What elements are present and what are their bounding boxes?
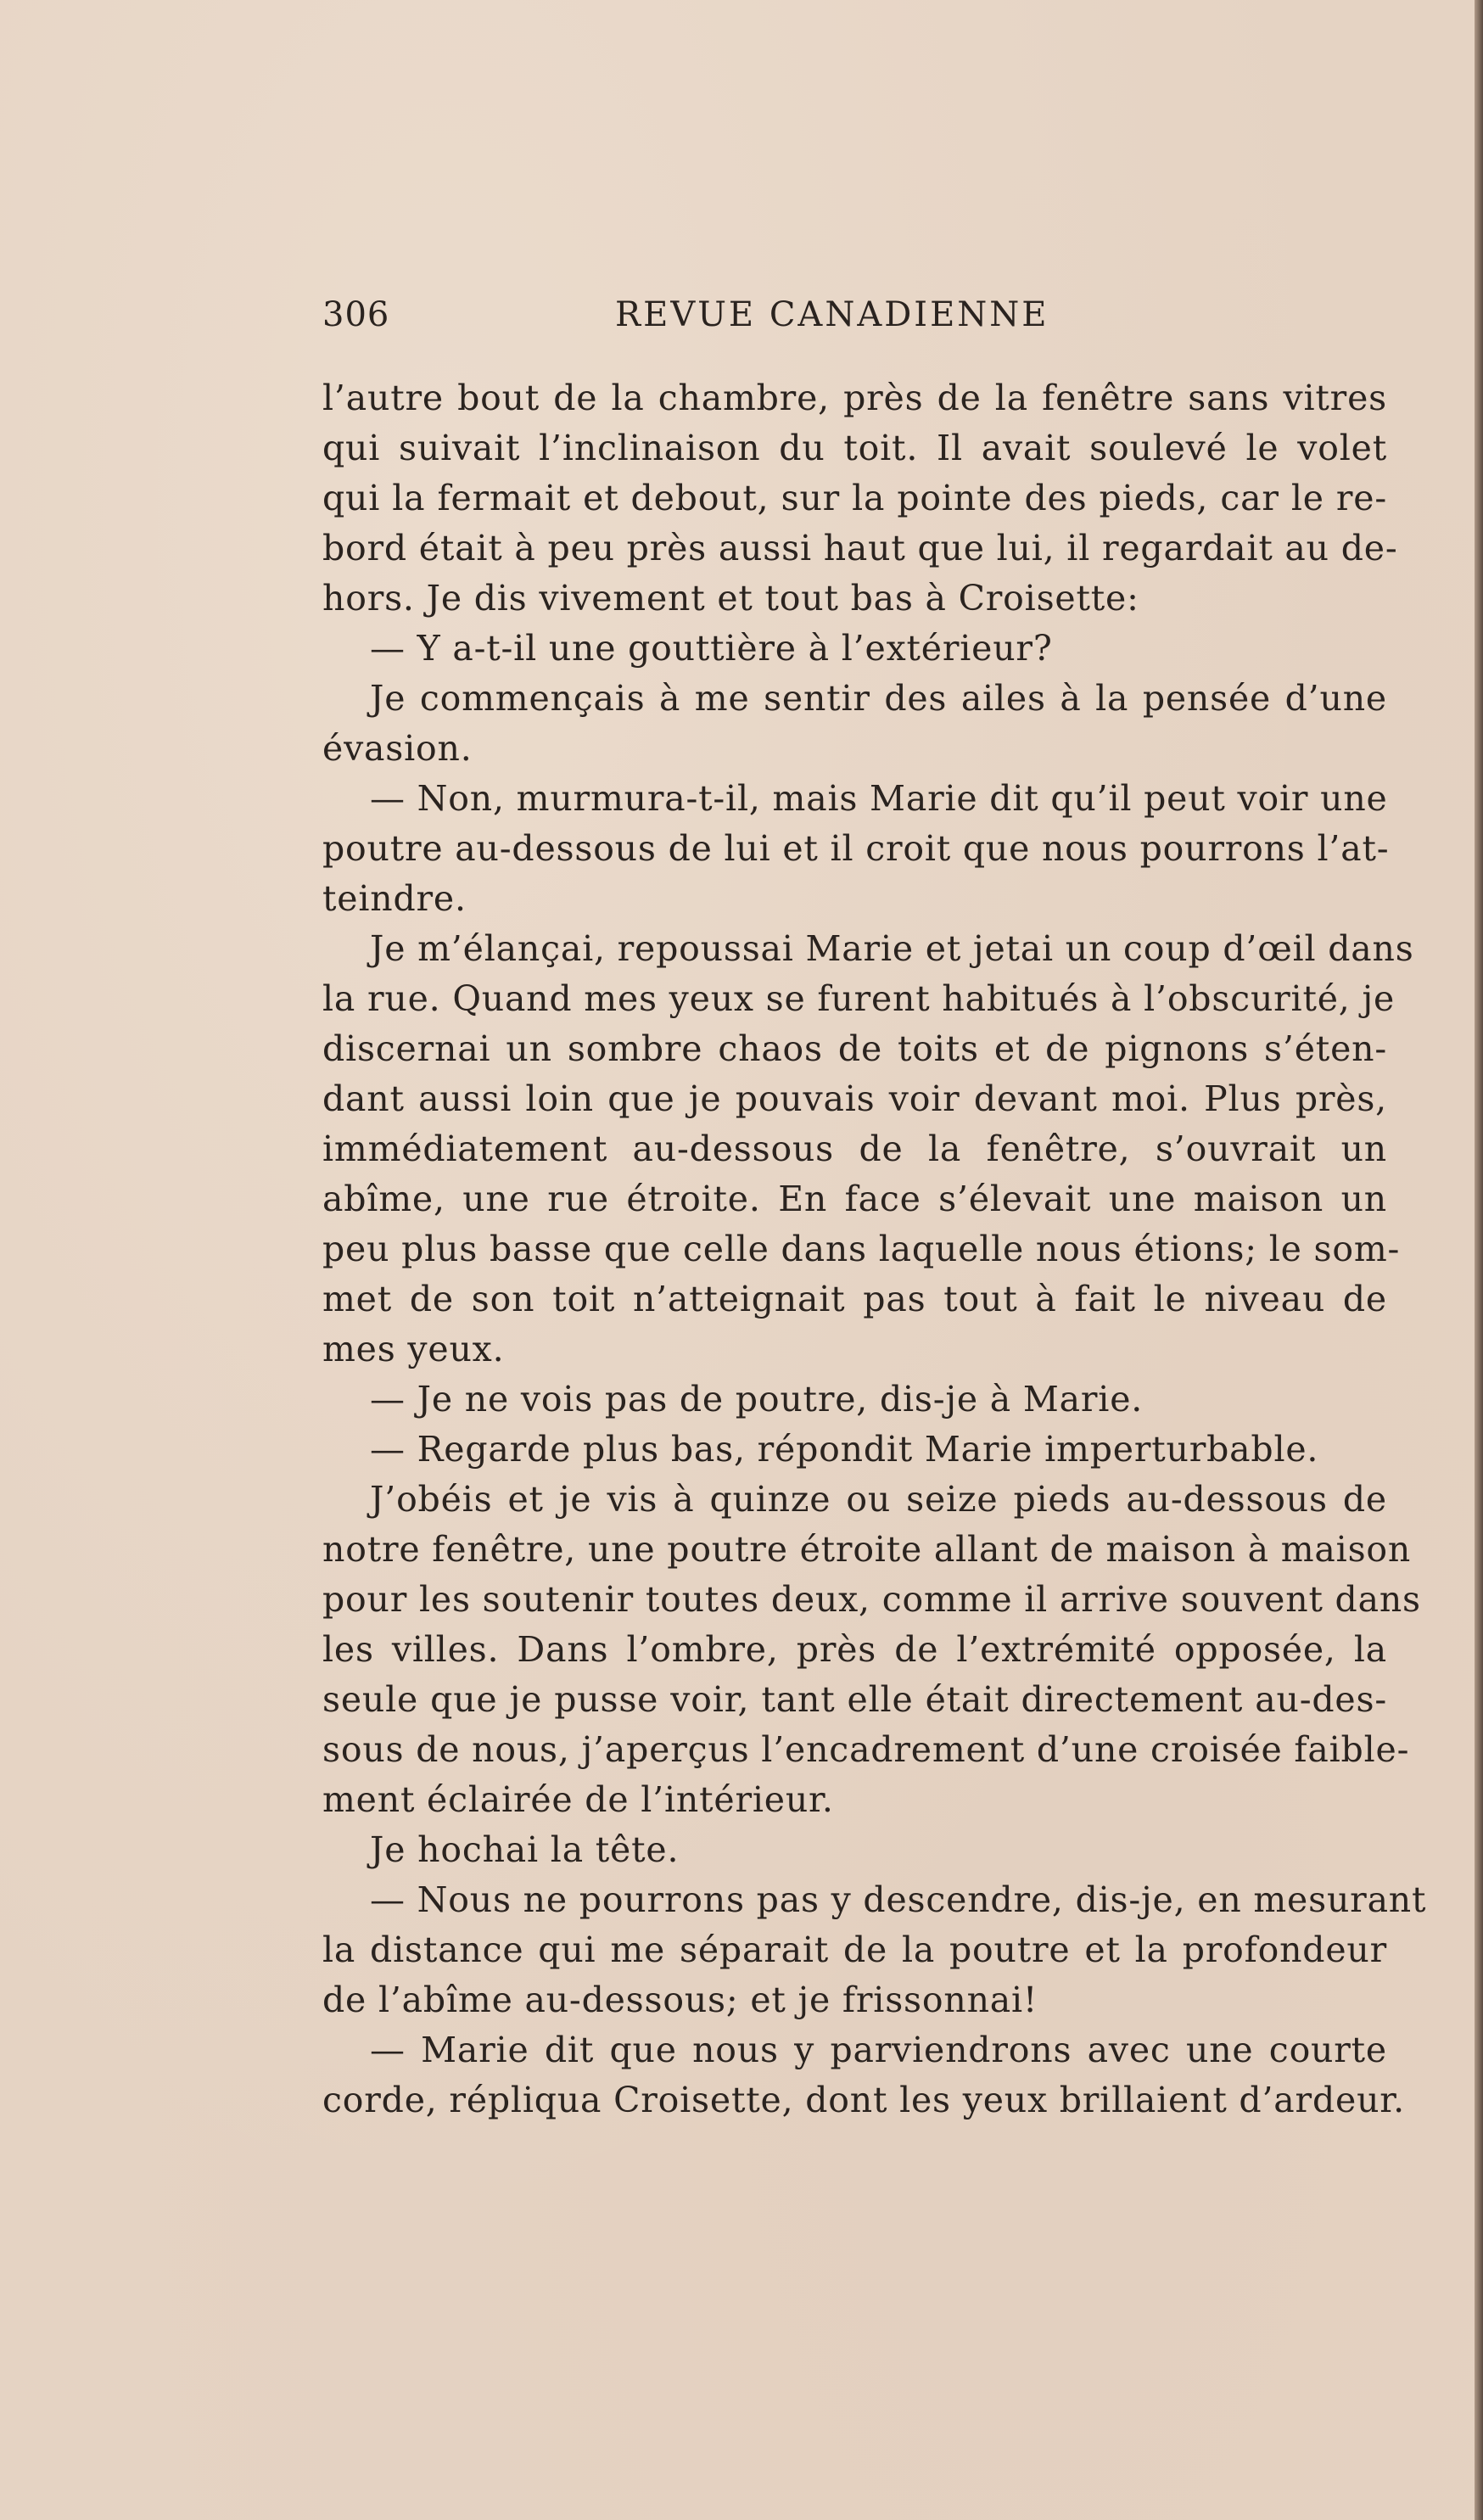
text-line: immédiatement au-dessous de la fenêtre, s’ouvrait un	[322, 1128, 1387, 1169]
text-line: bord était à peu près aussi haut que lui, il regardait au de-	[322, 528, 1398, 568]
text-line: peu plus basse que celle dans laquelle nous étions; le som-	[322, 1229, 1401, 1269]
text-line: J’obéis et je vis à quinze ou seize pieds au-dessous de	[370, 1479, 1387, 1520]
body-text	[322, 373, 1427, 2125]
text-line: seule que je pusse voir, tant elle était directement au-des-	[322, 1679, 1387, 1720]
page-number: 306	[322, 295, 390, 334]
text-line: Je m’élançai, repoussai Marie et jetai un coup d’œil dans	[370, 928, 1414, 969]
text-line: corde, répliqua Croisette, dont les yeux brillaient d’ardeur.	[322, 2080, 1405, 2120]
text-line: les villes. Dans l’ombre, près de l’extrémité opposée, la	[322, 1629, 1387, 1670]
text-line: — Non, murmura-t-il, mais Marie dit qu’il peut voir une	[370, 778, 1388, 819]
text-line: sous de nous, j’aperçus l’encadrement d’une croisée faible-	[322, 1729, 1410, 1770]
text-line: — Marie dit que nous y parviendrons avec une courte	[370, 2030, 1387, 2070]
running-title: REVUE CANADIENNE	[615, 295, 1049, 334]
text-line: notre fenêtre, une poutre étroite allant de maison à maison	[322, 1529, 1412, 1570]
text-line: poutre au-dessous de lui et il croit que nous pourrons l’at-	[322, 828, 1390, 869]
text-line: discernai un sombre chaos de toits et de pignons s’éten-	[322, 1028, 1387, 1069]
text-line: mes yeux.	[322, 1329, 505, 1369]
text-line: ment éclairée de l’intérieur.	[322, 1779, 834, 1820]
text-line: hors. Je dis vivement et tout bas à Croisette:	[322, 578, 1139, 619]
text-line: la rue. Quand mes yeux se furent habitués à l’obscurité, je	[322, 978, 1396, 1019]
text-line: dant aussi loin que je pouvais voir devant moi. Plus près,	[322, 1078, 1387, 1119]
text-line: — Nous ne pourrons pas y descendre, dis-je, en mesurant	[370, 1879, 1427, 1920]
text-line: évasion.	[322, 728, 473, 769]
text-line: qui suivait l’inclinaison du toit. Il avait soulevé le volet	[322, 428, 1387, 468]
text-line: — Regarde plus bas, répondit Marie imperturbable.	[370, 1429, 1319, 1470]
page-edge-shadow	[1475, 0, 1483, 2520]
text-line: — Je ne vois pas de poutre, dis-je à Marie.	[370, 1379, 1144, 1420]
text-line: l’autre bout de la chambre, près de la fenêtre sans vitres	[322, 378, 1387, 418]
text-line: abîme, une rue étroite. En face s’élevait une maison un	[322, 1179, 1387, 1219]
page-header	[322, 295, 1090, 343]
text-line: met de son toit n’atteignait pas tout à fait le niveau de	[322, 1279, 1387, 1319]
text-line: teindre.	[322, 878, 467, 919]
text-line: Je hochai la tête.	[370, 1829, 680, 1870]
text-line: pour les soutenir toutes deux, comme il arrive souvent dans	[322, 1579, 1421, 1620]
text-line: qui la fermait et debout, sur la pointe des pieds, car le re-	[322, 478, 1387, 518]
text-line: Je commençais à me sentir des ailes à la pensée d’une	[370, 678, 1387, 719]
text-line: de l’abîme au-dessous; et je frissonnai!	[322, 1980, 1038, 2020]
text-line: la distance qui me séparait de la poutre et la profondeur	[322, 1929, 1387, 1970]
text-line: — Y a-t-il une gouttière à l’extérieur?	[370, 628, 1053, 669]
